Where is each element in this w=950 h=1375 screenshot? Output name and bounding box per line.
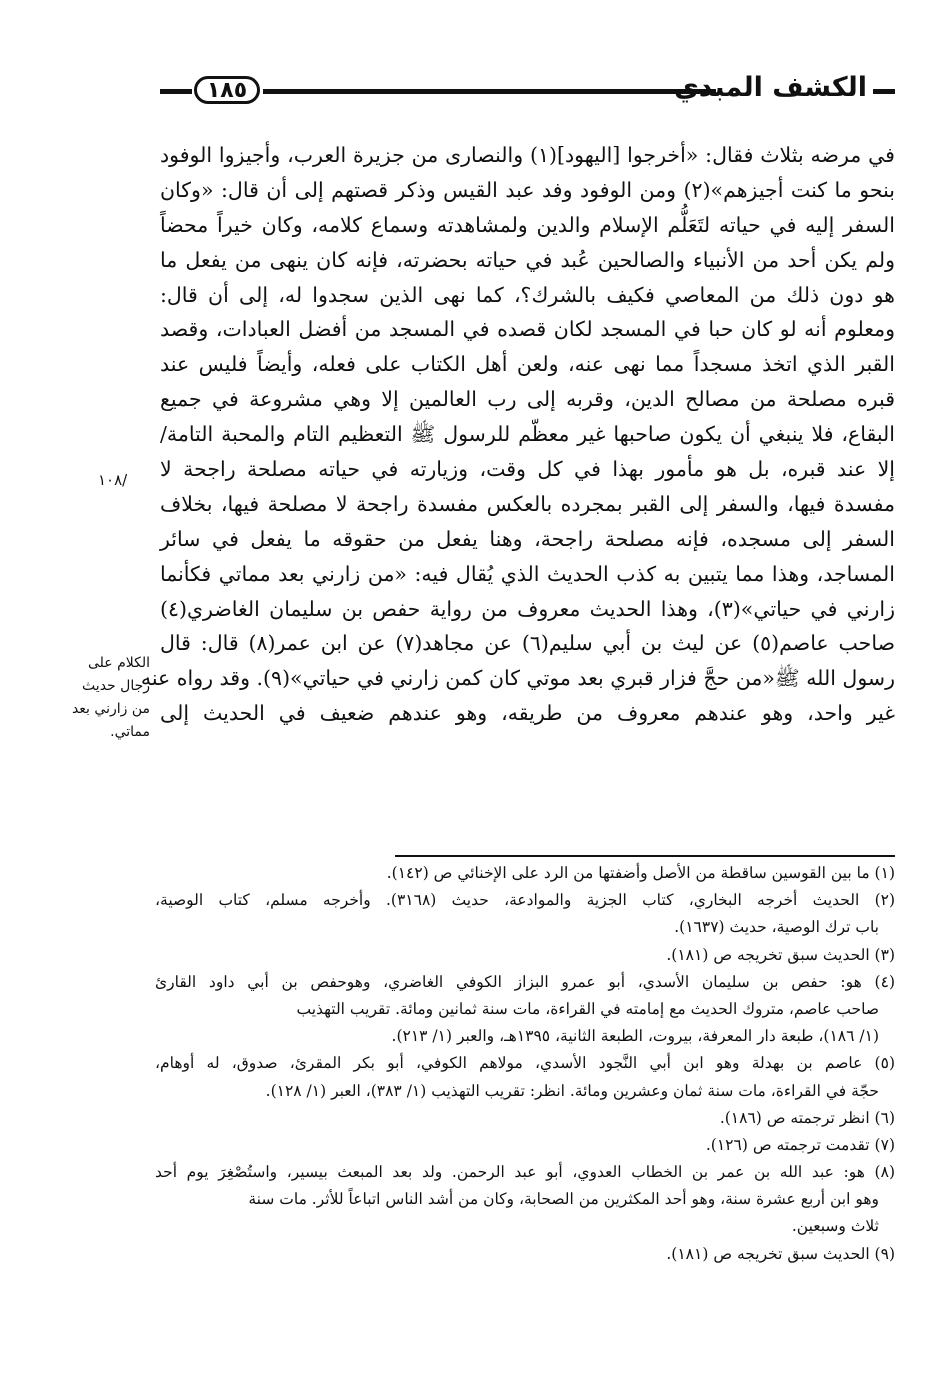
book-title: الكشف المبدي: [674, 72, 867, 103]
margin-note: [50, 652, 150, 744]
margin-note-line: مماتي.: [110, 724, 150, 740]
page-header: [160, 74, 895, 108]
footnote: (٩) الحديث سبق تخريجه ص (١٨١).: [666, 1244, 895, 1263]
footnote: (٦) انظر ترجمته ص (١٨٦).: [719, 1108, 895, 1127]
text-line: هو دون ذلك من المعاصي فكيف بالشرك؟، كما نهى الذين سجدوا له، إلى أن قال:: [160, 282, 895, 307]
footnote: (٧) تقدمت ترجمته ص (١٢٦).: [705, 1135, 895, 1154]
text-line: المساجد، وهذا مما يتبين به كذب الحديث الذي يُقال فيه: «من زارني بعد مماتي فكأنما: [160, 561, 895, 586]
footnote-continuation: باب ترك الوصية، حديث (١٦٣٧).: [674, 918, 879, 937]
margin-note-line: رجال حديث: [82, 678, 150, 694]
text-line: ومعلوم أنه لو كان حبا في المسجد لكان قصده في المسجد من أفضل العبادات، وقصد: [160, 317, 895, 342]
footnote-separator: [395, 855, 895, 857]
footnote-continuation: (١/ ١٨٦)، طبعة دار المعرفة، بيروت، الطبعة الثانية، ١٣٩٥هـ، والعبر (١/ ٢١٣).: [391, 1027, 879, 1046]
footnote-continuation: ثلاث وسبعين.: [791, 1217, 879, 1236]
footnote: (١) ما بين القوسين ساقطة من الأصل وأضفتها من الرد على الإخنائي ص (١٤٢).: [386, 864, 895, 882]
text-line: زارني في حياتي»(٣)، وهذا الحديث معروف من رواية حفص بن سليمان الغاضري(٤): [160, 596, 895, 621]
footnote: (٢) الحديث أخرجه البخاري، كتاب الجزية والموادعة، حديث (٣١٦٨). وأخرجه مسلم، كتاب الوصية،: [155, 891, 896, 910]
text-line: صاحب عاصم(٥) عن ليث بن أبي سليم(٦) عن مجاهد(٧) عن ابن عمر(٨) قال: قال: [160, 631, 895, 656]
footnote: (٥) عاصم بن بهدلة وهو ابن أبي النَّجود الأسدي، مولاهم الكوفي، أبو بكر المقرئ، صدوق، له أوهام،: [155, 1054, 895, 1073]
text-line: في مرضه بثلاث فقال: «أخرجوا [اليهود](١) والنصارى من جزيرة العرب، وأجيزوا الوفود: [160, 143, 895, 167]
text-line: قبره مصلحة من مصالح الدين، وقربه إلى رب العالمين إلا وهي مشروعة في جميع: [160, 387, 895, 412]
text-line: إلا عند قبره، بل هو مأمور بهذا في كل وقت، وزيارته في حياته مصلحة راجحة لا: [160, 457, 895, 482]
header-rule-left: [160, 89, 192, 94]
main-text: [140, 138, 895, 731]
text-line: القبر الذي اتخذ مسجداً مما نهى عنه، ولعن أهل الكتاب على فعله، وأيضاً فليس عند: [160, 352, 895, 377]
footnote: (٣) الحديث سبق تخريجه ص (١٨١).: [666, 945, 895, 964]
margin-note-line: من زارني بعد: [71, 701, 150, 717]
header-rule-right: [873, 89, 895, 94]
text-line: السفر إلى مسجده، فإنه مصلحة راجحة، وهنا يفعل من حقوقه ما يفعل في سائر: [160, 526, 895, 551]
header-rule-middle: [263, 89, 716, 94]
text-line: ولم يكن أحد من الأنبياء والصالحين عُبد في حياته بحضرته، فإنه كان ينهى من يفعل ما: [160, 247, 895, 272]
text-line: البقاع، فلا ينبغي أن يكون صاحبها غير معظّم للرسول ﷺ التعظيم التام والمحبة التامة/: [160, 422, 895, 447]
footnote: (٨) هو: عبد الله بن عمر بن الخطاب العدوي، أبو عبد الرحمن. ولد بعد المبعث بيسير، واستُصْغِرَ يوم أحد: [155, 1163, 895, 1182]
text-line: مفسدة فيها، والسفر إلى القبر بمجرده بالعكس مفسدة راجحة لا مصلحة فيها، بخلاف: [160, 491, 895, 516]
footnote-continuation: صاحب عاصم، متروك الحديث مع إمامته في القراءة، مات سنة ثمانين ومائة. تقريب التهذيب: [296, 999, 879, 1018]
text-line: السفر إليه في حياته لتَعَلُّم الإسلام والدين ولمشاهدته وسماع كلامه، وكان خيراً محضاً: [160, 212, 895, 237]
text-line: رسول الله ﷺ«من حجَّ فزار قبري بعد موتي كان كمن زارني في حياتي»(٩). وقد رواه عنه: [140, 666, 895, 691]
margin-note-line: الكلام على: [87, 655, 150, 671]
margin-page-reference: /١٠٨: [98, 471, 128, 489]
footnote: (٤) هو: حفص بن سليمان الأسدي، أبو عمرو البزاز الكوفي الغاضري، وهوحفص بن أبي داود القارئ: [155, 972, 895, 991]
footnote-continuation: حجّة في القراءة، مات سنة ثمان وعشرين ومائة. انظر: تقريب التهذيب (١/ ٣٨٣)، العبر (١/ ١٢٨).: [265, 1081, 879, 1100]
text-line: غير واحد، وهو عندهم معروف من طريقه، وهو عندهم ضعيف في الحديث إلى: [160, 701, 895, 726]
page-number: ١٨٥: [194, 76, 260, 104]
text-line: بنحو ما كنت أجيزهم»(٢) ومن الوفود وفد عبد القيس وذكر قصتهم إلى أن قال: «وكان: [160, 177, 895, 202]
footnote-continuation: وهو ابن أربع عشرة سنة، وهو أحد المكثرين من الصحابة، وكان من أشد الناس اتباعاً للأثر. مات سنة: [248, 1190, 879, 1209]
footnotes: [155, 860, 895, 1268]
